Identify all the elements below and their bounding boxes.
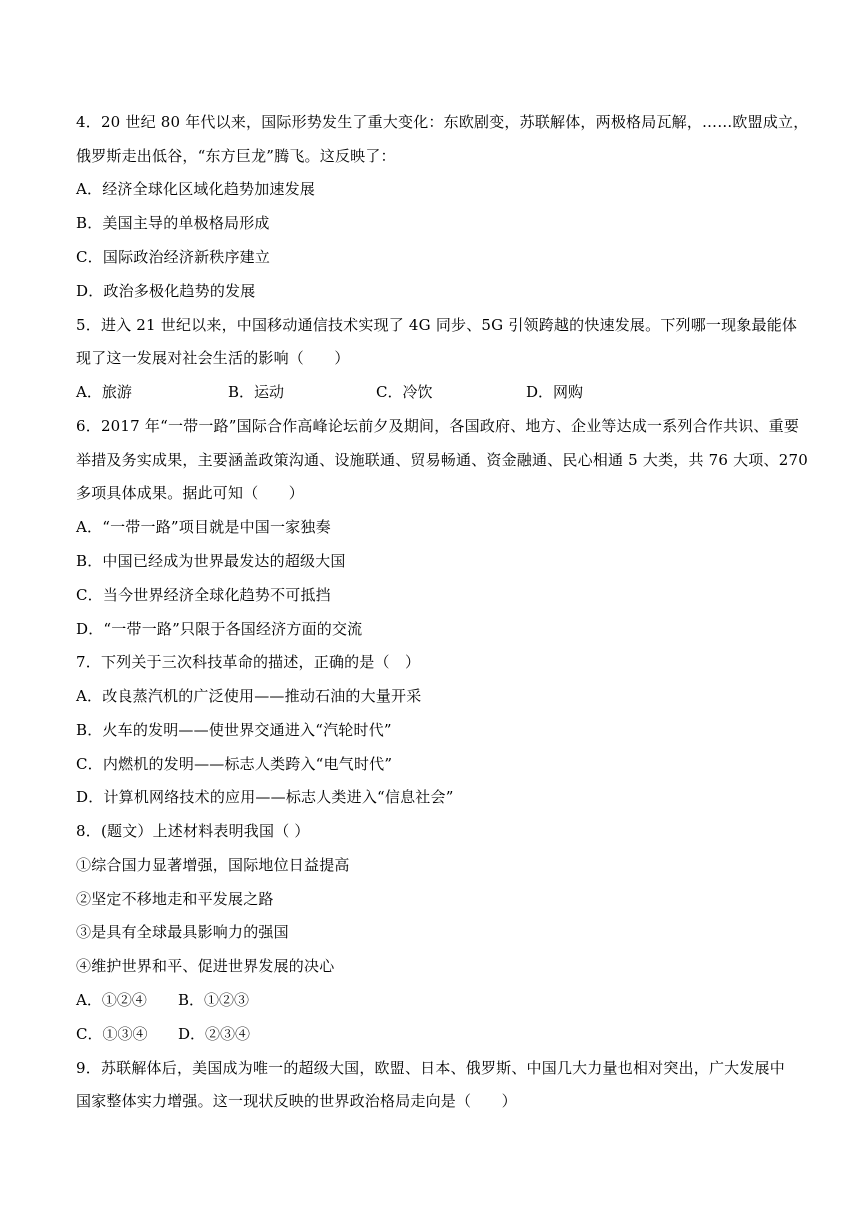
q7-option-a: A．改良蒸汽机的广泛使用——推动石油的大量开采 xyxy=(76,687,422,705)
q6-option-d: D．“一带一路”只限于各国经济方面的交流 xyxy=(76,620,363,638)
q6-option-a: A．“一带一路”项目就是中国一家独奏 xyxy=(76,518,331,536)
q8-statement-1: ①综合国力显著增强，国际地位日益提高 xyxy=(76,856,350,874)
q7-option-c: C．内燃机的发明——标志人类跨入“电气时代” xyxy=(76,755,393,773)
q8-statement-2: ②坚定不移地走和平发展之路 xyxy=(76,890,274,908)
q6-stem-line3: 多项具体成果。据此可知（ ） xyxy=(76,484,305,502)
q5-option-c: C．冷饮 xyxy=(376,383,433,401)
q4-option-b: B．美国主导的单极格局形成 xyxy=(76,214,270,232)
q8-option-a: A．①②④ xyxy=(76,991,147,1009)
q5-stem-line1: 5．进入 21 世纪以来，中国移动通信技术实现了 4G 同步、5G 引领跨越的快速发展。下列哪一现象最能体 xyxy=(76,316,798,334)
q5-option-b: B．运动 xyxy=(228,383,285,401)
q4-stem-line2: 俄罗斯走出低谷，“东方巨龙”腾飞。这反映了： xyxy=(76,147,396,165)
q8-option-c: C．①③④ xyxy=(76,1025,148,1043)
q8-option-b: B．①②③ xyxy=(178,991,250,1009)
q6-stem-line2: 举措及务实成果，主要涵盖政策沟通、设施联通、贸易畅通、资金融通、民心相通 5 大类，共 76 大项、270 xyxy=(76,451,808,469)
q5-option-d: D．网购 xyxy=(526,383,584,401)
q8-option-d: D．②③④ xyxy=(178,1025,251,1043)
q7-stem-line1: 7．下列关于三次科技革命的描述，正确的是（ ） xyxy=(76,653,421,671)
q9-stem-line2: 国家整体实力增强。这一现状反映的世界政治格局走向是（ ） xyxy=(76,1092,517,1110)
q4-option-a: A．经济全球化区域化趋势加速发展 xyxy=(76,180,316,198)
q6-option-b: B．中国已经成为世界最发达的超级大国 xyxy=(76,552,346,570)
q7-option-b: B．火车的发明——使世界交通进入“汽轮时代” xyxy=(76,721,392,739)
q8-stem-line1: 8．(题文）上述材料表明我国（ ） xyxy=(76,822,310,840)
q9-stem-line1: 9．苏联解体后，美国成为唯一的超级大国，欧盟、日本、俄罗斯、中国几大力量也相对突出，广大发展中 xyxy=(76,1059,785,1077)
q5-stem-line2: 现了这一发展对社会生活的影响（ ） xyxy=(76,349,350,367)
q4-stem-line1: 4．20 世纪 80 年代以来，国际形势发生了重大变化：东欧剧变，苏联解体，两极格局瓦解，……欧盟成立， xyxy=(76,113,809,131)
q5-option-a: A．旅游 xyxy=(76,383,132,401)
q7-option-d: D．计算机网络技术的应用——标志人类进入“信息社会” xyxy=(76,788,454,806)
q4-option-c: C．国际政治经济新秩序建立 xyxy=(76,248,271,266)
q6-stem-line1: 6．2017 年“一带一路”国际合作高峰论坛前夕及期间，各国政府、地方、企业等达成一系列合作共识、重要 xyxy=(76,417,800,435)
q4-option-d: D．政治多极化趋势的发展 xyxy=(76,282,256,300)
q8-statement-3: ③是具有全球最具影响力的强国 xyxy=(76,923,289,941)
q8-statement-4: ④维护世界和平、促进世界发展的决心 xyxy=(76,957,335,975)
q6-option-c: C．当今世界经济全球化趋势不可抵挡 xyxy=(76,586,331,604)
